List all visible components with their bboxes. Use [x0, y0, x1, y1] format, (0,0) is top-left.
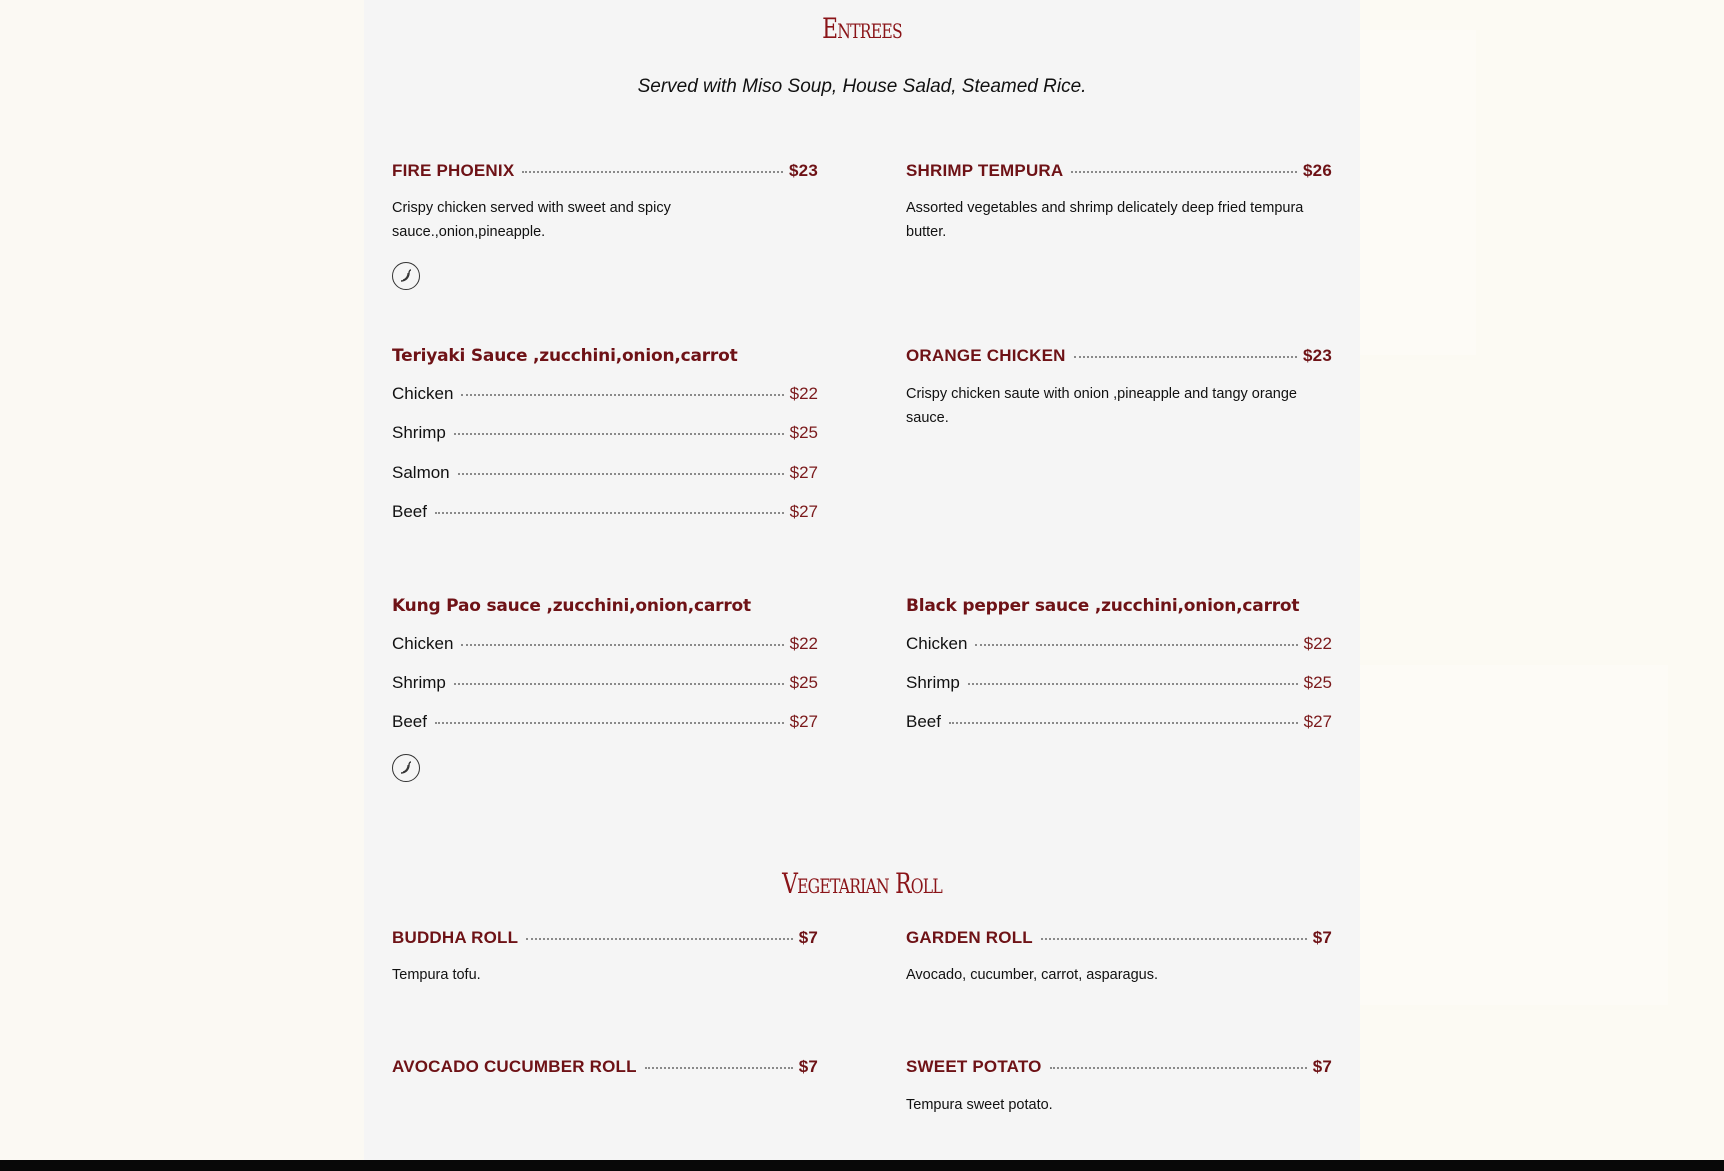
item-name: GARDEN ROLL: [906, 928, 1033, 947]
chili-pepper-icon: [392, 754, 420, 782]
dot-leader: [454, 433, 784, 435]
dot-leader: [645, 1067, 793, 1069]
option-price: $27: [1303, 712, 1332, 731]
item-name: BUDDHA ROLL: [392, 928, 519, 947]
background-band: [1360, 30, 1476, 355]
option-black-pepper-shrimp[interactable]: [906, 673, 1332, 693]
dot-leader: [435, 512, 784, 514]
option-price: $22: [1303, 634, 1332, 653]
dot-leader: [522, 171, 783, 173]
group-title-teriyaki: Teriyaki Sauce ,zucchini,onion,carrot: [392, 346, 738, 366]
option-price: $25: [789, 423, 818, 442]
option-kung-pao-chicken[interactable]: [392, 634, 818, 654]
option-price: $27: [789, 463, 818, 482]
option-price: $22: [789, 634, 818, 653]
dot-leader: [1041, 938, 1307, 940]
dot-leader: [458, 473, 784, 475]
page-background-right: [1360, 0, 1724, 1171]
option-price: $27: [789, 712, 818, 731]
dot-leader: [526, 938, 792, 940]
option-name: Beef: [906, 712, 941, 731]
item-description: Tempura tofu.: [392, 967, 481, 983]
option-price: $22: [789, 384, 818, 403]
item-price: $23: [789, 161, 818, 180]
menu-item-fire-phoenix[interactable]: [392, 161, 818, 181]
option-teriyaki-chicken[interactable]: [392, 384, 818, 404]
option-name: Salmon: [392, 463, 450, 482]
item-price: $26: [1303, 161, 1332, 180]
background-band: [1360, 665, 1668, 1005]
dot-leader: [1074, 356, 1297, 358]
option-name: Shrimp: [906, 673, 960, 692]
dot-leader: [975, 644, 1297, 646]
item-price: $7: [798, 1057, 818, 1076]
item-description: Crispy chicken served with sweet and spicy sauce.,onion,pineapple.: [392, 200, 671, 240]
option-price: $27: [789, 502, 818, 521]
group-title-kung-pao: Kung Pao sauce ,zucchini,onion,carrot: [392, 596, 751, 616]
menu-item-sweet-potato[interactable]: [906, 1057, 1332, 1077]
dot-leader: [1050, 1067, 1307, 1069]
item-price: $7: [798, 928, 818, 947]
dot-leader: [461, 394, 783, 396]
item-price: $23: [1303, 346, 1332, 365]
item-description: Assorted vegetables and shrimp delicately deep fried tempura butter.: [906, 200, 1304, 240]
option-black-pepper-beef[interactable]: [906, 712, 1332, 732]
item-name: FIRE PHOENIX: [392, 161, 515, 180]
item-name: SWEET POTATO: [906, 1057, 1042, 1076]
option-teriyaki-beef[interactable]: [392, 502, 818, 522]
option-name: Beef: [392, 712, 427, 731]
menu-item-orange-chicken[interactable]: [906, 346, 1332, 366]
option-price: $25: [1303, 673, 1332, 692]
menu-item-shrimp-tempura[interactable]: [906, 161, 1332, 181]
option-kung-pao-beef[interactable]: [392, 712, 818, 732]
dot-leader: [461, 644, 783, 646]
item-price: $7: [1312, 1057, 1332, 1076]
option-name: Shrimp: [392, 673, 446, 692]
menu-panel: [364, 0, 1360, 1160]
chili-pepper-icon: [392, 262, 420, 290]
group-title-black-pepper: Black pepper sauce ,zucchini,onion,carrot: [906, 596, 1300, 616]
dot-leader: [1071, 171, 1297, 173]
dot-leader: [968, 683, 1298, 685]
item-name: AVOCADO CUCUMBER ROLL: [392, 1057, 637, 1076]
item-name: SHRIMP TEMPURA: [906, 161, 1064, 180]
item-description: Tempura sweet potato.: [906, 1097, 1053, 1113]
dot-leader: [949, 722, 1298, 724]
entrees-title: Entrees: [822, 12, 902, 45]
item-description: Crispy chicken saute with onion ,pineapple and tangy orange sauce.: [906, 386, 1297, 426]
option-kung-pao-shrimp[interactable]: [392, 673, 818, 693]
item-price: $7: [1312, 928, 1332, 947]
option-name: Chicken: [392, 384, 454, 403]
option-black-pepper-chicken[interactable]: [906, 634, 1332, 654]
menu-item-buddha-roll[interactable]: [392, 928, 818, 948]
item-description: Avocado, cucumber, carrot, asparagus.: [906, 967, 1159, 983]
page-background-left: [0, 0, 364, 1171]
bottom-bar: [0, 1160, 1724, 1171]
option-teriyaki-salmon[interactable]: [392, 463, 818, 483]
item-name: ORANGE CHICKEN: [906, 346, 1066, 365]
menu-item-avocado-cucumber-roll[interactable]: [392, 1057, 818, 1077]
dot-leader: [435, 722, 784, 724]
menu-item-garden-roll[interactable]: [906, 928, 1332, 948]
option-name: Chicken: [906, 634, 968, 653]
option-name: Chicken: [392, 634, 454, 653]
entrees-subtitle: Served with Miso Soup, House Salad, Steamed Rice.: [637, 76, 1087, 97]
option-name: Beef: [392, 502, 427, 521]
dot-leader: [454, 683, 784, 685]
option-teriyaki-shrimp[interactable]: [392, 423, 818, 443]
option-price: $25: [789, 673, 818, 692]
option-name: Shrimp: [392, 423, 446, 442]
vegetarian-title: Vegetarian Roll: [782, 867, 942, 900]
